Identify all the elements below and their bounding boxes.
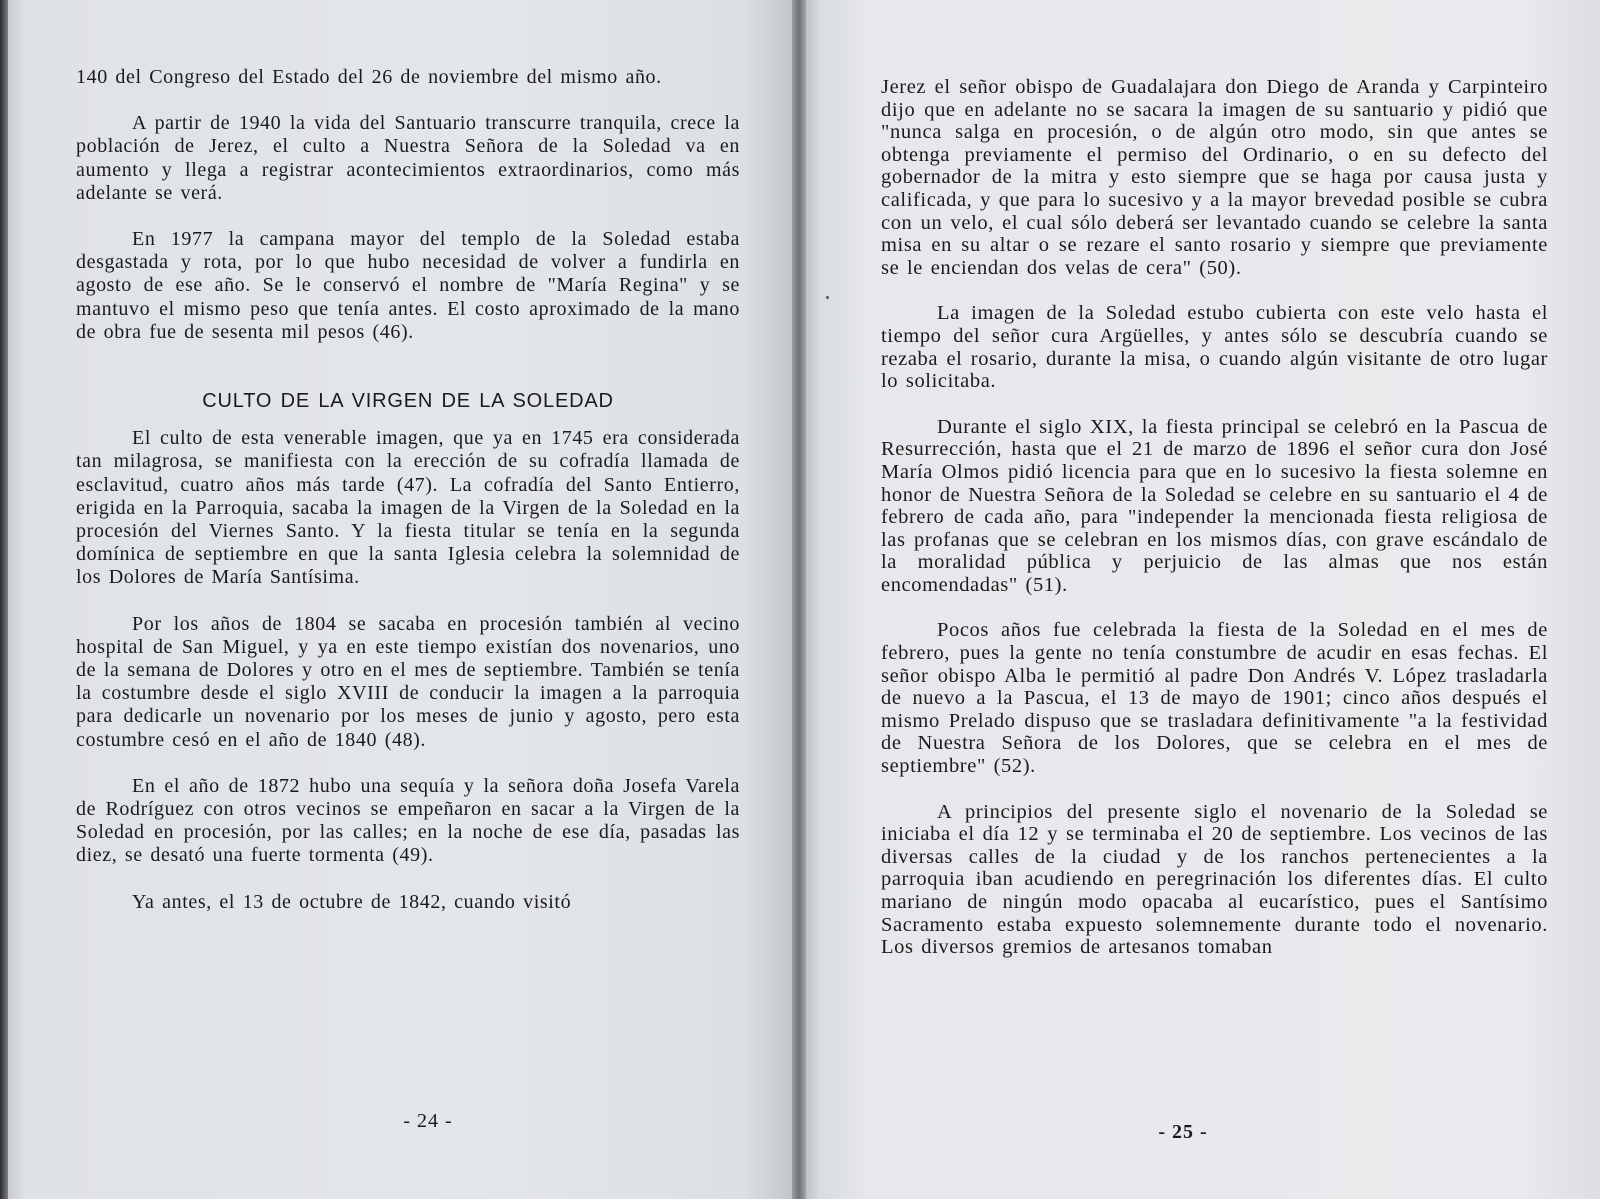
left-page: [8, 0, 792, 1199]
book-gutter: [792, 0, 806, 1199]
paragraph: A partir de 1940 la vida del Santuario transcurre tranquila, crece la población de Jerez, el culto a Nuestra Señora de la Soledad va en aumento y llega a registrar acontecimientos extraordinarios, como más adelante se verá.: [76, 112, 740, 204]
right-page: [806, 0, 1600, 1199]
paragraph: En 1977 la campana mayor del templo de la Soledad estaba desgastada y rota, por lo que hubo necesidad de volver a fundirla en agosto de ese año. Se le conservó el nombre de "María Regina" y se mantuvo el mismo peso que tenía antes. El costo aproximado de la mano de obra fue de sesenta mil pesos (46).: [76, 228, 740, 343]
page-number: - 25 -: [1158, 1121, 1208, 1143]
paragraph: En el año de 1872 hubo una sequía y la señora doña Josefa Varela de Rodríguez con otros vecinos se empeñaron en sacar a la Virgen de la Soledad en procesión, por las calles; en la noche de ese día, pasadas las diez, se desató una fuerte tormenta (49).: [76, 774, 740, 867]
section-heading: CULTO DE LA VIRGEN DE LA SOLEDAD: [202, 390, 614, 413]
left-page-text: [76, 66, 740, 937]
paragraph: Ya antes, el 13 de octubre de 1842, cuando visitó: [132, 890, 572, 913]
paragraph: Durante el siglo XIX, la fiesta principal se celebró en la Pascua de Resurrección, hasta que el 21 de marzo de 1896 el señor cura don José María Olmos pidió licencia para que en lo sucesivo la fiesta solemne en honor de Nuestra Señora de la Soledad se celebre en su santuario el 4 de febrero de cada año, para "independer la mencionada fiesta religiosa de las profanas que se celebran en los mismos días, con grave escándalo de la moralidad pública y perjuicio de las almas que nos están encomendadas" (51).: [881, 415, 1548, 596]
scan-left-edge: [0, 0, 8, 1199]
paragraph: 140 del Congreso del Estado del 26 de noviembre del mismo año.: [76, 66, 662, 88]
paragraph: El culto de esta venerable imagen, que ya en 1745 era considerada tan milagrosa, se manifiesta con la erección de su cofradía llamada de esclavitud, cuatro años más tarde (47). La cofradía del Santo Entierro, erigida en la Parroquia, sacaba la imagen de la Virgen de la Soledad en la procesión del Viernes Santo. Y la fiesta titular se tenía en la segunda domínica de septiembre en que la santa Iglesia celebra la solemnidad de los Dolores de María Santísima.: [76, 427, 740, 589]
paragraph: Pocos años fue celebrada la fiesta de la Soledad en el mes de febrero, pues la gente no tenía constumbre de acudir en esas fechas. El señor obispo Alba le permitió al padre Don Andrés V. López trasladarla de nuevo a la Pascua, el 13 de mayo de 1901; cinco años después el mismo Prelado dispuso que se trasladara definitivamente "a la festividad de Nuestra Señora de los Dolores, que se celebra en el mes de septiembre" (52).: [881, 619, 1548, 778]
scan-speck: [826, 296, 829, 299]
paragraph: Jerez el señor obispo de Guadalajara don Diego de Aranda y Carpinteiro dijo que en adelante no se sacara la imagen de su santuario y pidió que "nunca salga en procesión, o de algún otro modo, sin que antes se obtenga previamente el permiso del Ordinario, o en su defecto del gobernador de la mitra y esto siempre que se haga por causa justa y calificada, y que para lo sucesivo y a la mayor brevedad posible se cubra con un velo, el cual sólo deberá ser levantado cuando se celebre la santa misa en su altar o se rezare el santo rosario y siempre que previamente se le enciendan dos velas de cera" (50).: [881, 76, 1548, 279]
paragraph: La imagen de la Soledad estubo cubierta con este velo hasta el tiempo del señor cura Argüelles, y antes sólo se descubría cuando se rezaba el rosario, durante la misa, o cuando algún visitante de otro lugar lo solicitaba.: [881, 302, 1548, 393]
page-number: - 24 -: [403, 1110, 453, 1132]
right-page-text: [881, 76, 1548, 982]
paragraph: A principios del presente siglo el novenario de la Soledad se iniciaba el día 12 y se terminaba el 20 de septiembre. Los vecinos de las diversas calles de la ciudad y de los ranchos pertenecientes a la parroquia iban acudiendo en peregrinación los diferentes días. El culto mariano de ningún modo opacaba al eucarístico, pues el Santísimo Sacramento estaba expuesto solemnemente durante todo el novenario. Los diversos gremios de artesanos tomaban: [881, 800, 1548, 959]
paragraph: Por los años de 1804 se sacaba en procesión también al vecino hospital de San Miguel, y ya en este tiempo existían dos novenarios, uno de la semana de Dolores y otro en el mes de septiembre. También se tenía la costumbre desde el siglo XVIII de conducir la imagen a la parroquia para dedicarle un novenario por los meses de junio y agosto, pero esta costumbre cesó en el año de 1840 (48).: [76, 612, 740, 751]
